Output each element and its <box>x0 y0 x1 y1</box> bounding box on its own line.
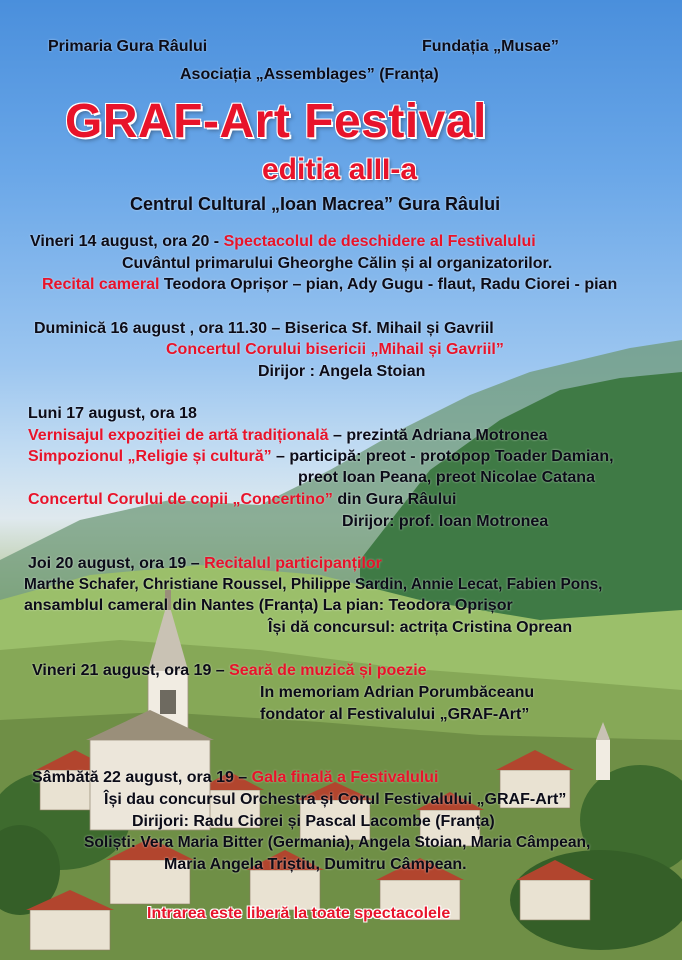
event-2-concert: Concertul Corului bisericii „Mihail și Gavriil” <box>166 341 504 358</box>
event-6-title: Gala finală a Festivalului <box>251 769 439 786</box>
event-3-concert <box>28 492 456 508</box>
event-4-participants: Marthe Schafer, Christiane Roussel, Philippe Sardin, Annie Lecat, Fabien Pons, <box>24 576 603 593</box>
event-3-concert-title: Concertul Corului de copii „Concertino” <box>28 491 333 508</box>
event-4-header <box>28 556 382 572</box>
event-4-title: Recitalul participanților <box>204 555 382 572</box>
event-1-recital-detail: Teodora Oprișor – pian, Ady Gugu - flaut, Radu Ciorei - pian <box>159 276 618 293</box>
organizer-primaria: Primaria Gura Râului <box>48 38 208 55</box>
event-6-orchestra: Își dau concursul Orchestra și Corul Festivalului „GRAF-Art” <box>104 791 567 808</box>
festival-title: GRAF-Art Festival <box>65 95 487 148</box>
event-4-ensemble: ansamblul cameral din Nantes (Franța) La pian: Teodora Oprișor <box>24 597 513 614</box>
organizer-asociatia: Asociația „Assemblages” (Franța) <box>180 66 439 83</box>
event-3-concert-detail: din Gura Râului <box>332 491 457 508</box>
event-6-header <box>32 770 438 786</box>
event-6-date: Sâmbătă 22 august, ora 19 – <box>32 769 252 786</box>
event-5-header <box>32 663 427 679</box>
organizer-fundatia: Fundația „Musae” <box>422 38 559 55</box>
event-3-vernisaj <box>28 428 548 444</box>
event-1-recital <box>42 277 617 293</box>
event-6-soloists: Soliști: Vera Maria Bitter (Germania), Angela Stoian, Maria Câmpean, <box>84 834 591 851</box>
event-4-actress: Își dă concursul: actrița Cristina Oprean <box>268 619 573 636</box>
event-3-conductor: Dirijor: prof. Ioan Motronea <box>342 513 549 530</box>
free-entry-note: Intrarea este liberă la toate spectacolele <box>147 905 451 922</box>
event-3-simpozion <box>28 449 614 465</box>
event-5-memoriam: In memoriam Adrian Porumbăceanu <box>260 684 535 701</box>
event-2-date: Duminică 16 august , ora 11.30 – Biserica Sf. Mihail și Gavriil <box>34 320 494 337</box>
event-3-vernisaj-detail: – prezintă Adriana Motronea <box>328 427 548 444</box>
event-3-simpozion-detail: – participă: preot - protopop Toader Damian, <box>271 448 614 465</box>
venue: Centrul Cultural „Ioan Macrea” Gura Râului <box>130 194 501 214</box>
event-1-title: Spectacolul de deschidere al Festivalului <box>223 233 536 250</box>
event-1-header <box>30 234 536 250</box>
event-3-simpozion-participants: preot Ioan Peana, preot Nicolae Catana <box>298 469 595 486</box>
event-1-recital-label: Recital cameral <box>42 276 160 293</box>
event-6-soloists-cont: Maria Angela Triștiu, Dumitru Câmpean. <box>164 856 467 873</box>
event-1-date: Vineri 14 august, ora 20 - <box>30 233 224 250</box>
event-2-conductor: Dirijor : Angela Stoian <box>258 363 426 380</box>
event-6-conductors: Dirijori: Radu Ciorei și Pascal Lacombe (Franța) <box>132 813 495 830</box>
event-5-date: Vineri 21 august, ora 19 – <box>32 662 230 679</box>
edition-subtitle: editia aIII-a <box>262 153 418 186</box>
event-4-date: Joi 20 august, ora 19 – <box>28 555 205 572</box>
event-3-date: Luni 17 august, ora 18 <box>28 405 197 422</box>
event-1-detail: Cuvântul primarului Gheorghe Călin și al organizatorilor. <box>122 255 553 272</box>
event-5-title: Seară de muzică și poezie <box>229 662 427 679</box>
event-5-founder: fondator al Festivalului „GRAF-Art” <box>260 706 530 723</box>
event-3-vernisaj-title: Vernisajul expoziției de artă tradițională <box>28 427 329 444</box>
event-3-simpozion-title: Simpozionul „Religie și cultură” <box>28 448 272 465</box>
